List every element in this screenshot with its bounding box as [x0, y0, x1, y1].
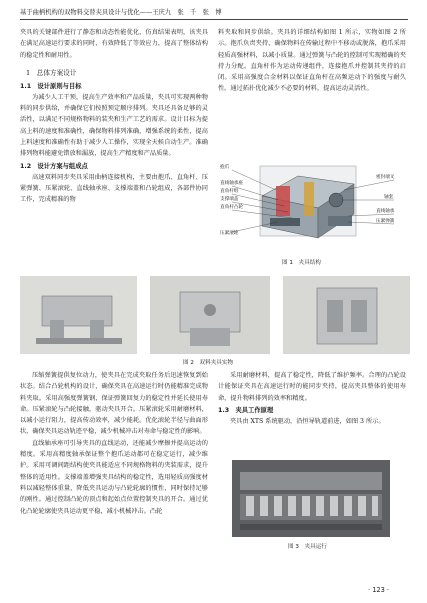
label-support-cap: 支撑端盖: [220, 197, 239, 202]
label-seal-fork: 密封端叉: [376, 175, 395, 180]
label-claw: 抱爪: [220, 165, 230, 170]
left-paragraph-1: 夹具的关键部件进行了静态和动态性能优化，仿真结果表明，该夹具在满足高速运行要求的同时，有效降低了等效应力，提高了整体结构的稳定性和耐用性。: [20, 29, 208, 59]
bottom-left-paragraph-2: 直线轴承座可引导夹具的直线运动，还能减少摩擦并提高运动的精度。采用高精度轴承保证整个抱爪运动都可在稳定运行，减少维护。采用可调间距结构使夹具能适应不同规格物料的夹装需求，提升整体的适用性。支撑端盖增强夹具结构的稳定性，选用轻质高强度材料以减轻整体重量，降低夹具运动与凸轮轮廓的惯性，同时保持足够的刚性。通过控制凸轮的顶点和起始点位置控制夹具的开合。通过优化凸轮轮廓使夹具运动更平稳，减小机械冲击。凸轮: [20, 439, 208, 515]
photo-fixture-2: [150, 276, 270, 354]
section-heading-1: 1 总体方案设计: [26, 68, 77, 77]
figure-1-caption: 图 1 夹具结构: [282, 260, 321, 266]
figure-3-caption: 图 3 夹具运行: [288, 544, 327, 550]
bottom-right-paragraph-1: 采用耐磨材料，提高了稳定性，降低了维护频率。合理的凸轮设计能保证夹具在高速运行时的能同步夹持，提高夹具整体的使用寿命，提升物料排列的效率和精度。: [218, 372, 406, 402]
subsection-heading-1-2: 1.2 设计方案与组成点: [20, 162, 88, 170]
running-head: 基于曲柄机构的双物料交替夹具设计与优化——王庆九 张 千 张 博: [20, 9, 222, 16]
label-bearing-seat: 直线轴承座: [220, 181, 243, 186]
figure-2-photos: [20, 276, 410, 354]
bottom-left-paragraph-1: 压缩弹簧提供复位动力，使夹具在完成夹取任务后迅速恢复到始状态。结合凸轮机构的设计，确保夹具在高速运行时仍能精准完成物料夹取。采用高强度弹簧钢，保证弹簧回复力的稳定性并延长使用寿命。压紧滚轮与凸轮接触，驱动夹具开合。压紧滚轮采用耐磨材料，以减小运行阻力，提高传动效率，减少能耗。优化滚轮半径与曲面形状，确保夹具运动轨迹平稳，减少机械冲击对寿命与稳定性的影响。: [20, 372, 208, 436]
left-paragraph-2: 为减少人工干预，提高生产效率和产品质量，夹具可实现两种物料的同步供给，并确保它们按照预定顺序排列。夹具还具备足够的灵活性，以满足不同规格物料的装夹和生产工艺的需求。设计目标为提高上料的速度和准确性，确保物料排列准确，增强系统的柔性，提高上料速度和准确性有助于减少人工操作，实现全天候自动生产。准确排列物料能避免错放和漏放，提高生产精度和产品质量。: [20, 93, 208, 158]
label-angle-rod: 直角杆组: [220, 189, 239, 194]
bottom-right-paragraph-2: 夹具由 XTS 系统驱动，沿恒导轨道前进，如图 3 所示。: [230, 417, 385, 425]
figure-3-running-photo: [232, 460, 390, 537]
figure-2-caption: 图 2 双料夹具实物: [183, 360, 234, 366]
left-column-bottom: [20, 370, 208, 517]
page-number: · 123 ·: [368, 586, 389, 594]
label-rod-cam: 直角杆凸轮: [220, 205, 243, 210]
left-paragraph-3: 高速双料同步夹具采用曲柄连接机构，主要由抱爪、直角杆、压紧弹簧、压紧滚轮、直线轴承座、支撑端盖和凸轮组成，各部件协同工作，完成精准的物: [20, 173, 208, 204]
right-column-bottom: [218, 370, 406, 427]
photo-fixture-1: [20, 276, 137, 354]
label-sleeve: 轴套: [384, 195, 394, 200]
right-paragraph-1: 料夹取和同步供给。夹具的详细结构如图 1 所示，实物如图 2 所示。抱爪负责夹持，确保物料在传输过程中不移动或脱落，抱爪采用轻质高强材料，以减小质量。通过弹簧与凸轮的控制可实现精确的夹持力分配。直角杆作为运动传递组件，连接抱爪并控制其夹持的启闭。采用高强度合金材料以保证直角杆在高频运动下的强度与耐久性。通过拓扑优化减少不必要的材料，提高运动灵活性。: [218, 29, 406, 93]
label-spring: 压紧弹簧: [376, 219, 395, 224]
header-rule: [20, 19, 408, 20]
left-column-top: [20, 27, 208, 206]
subsection-heading-1-3: 1.3 夹具工作原理: [218, 406, 274, 414]
photo-fixture-3: [283, 276, 410, 354]
label-roller: 压紧滚轮: [220, 231, 239, 236]
subsection-heading-1-1: 1.1 设计原则与目标: [20, 82, 82, 90]
right-column-top: [218, 27, 406, 95]
label-linear-bearing: 直线轴承: [376, 209, 395, 214]
figure-1-structure-diagram: [218, 156, 408, 256]
